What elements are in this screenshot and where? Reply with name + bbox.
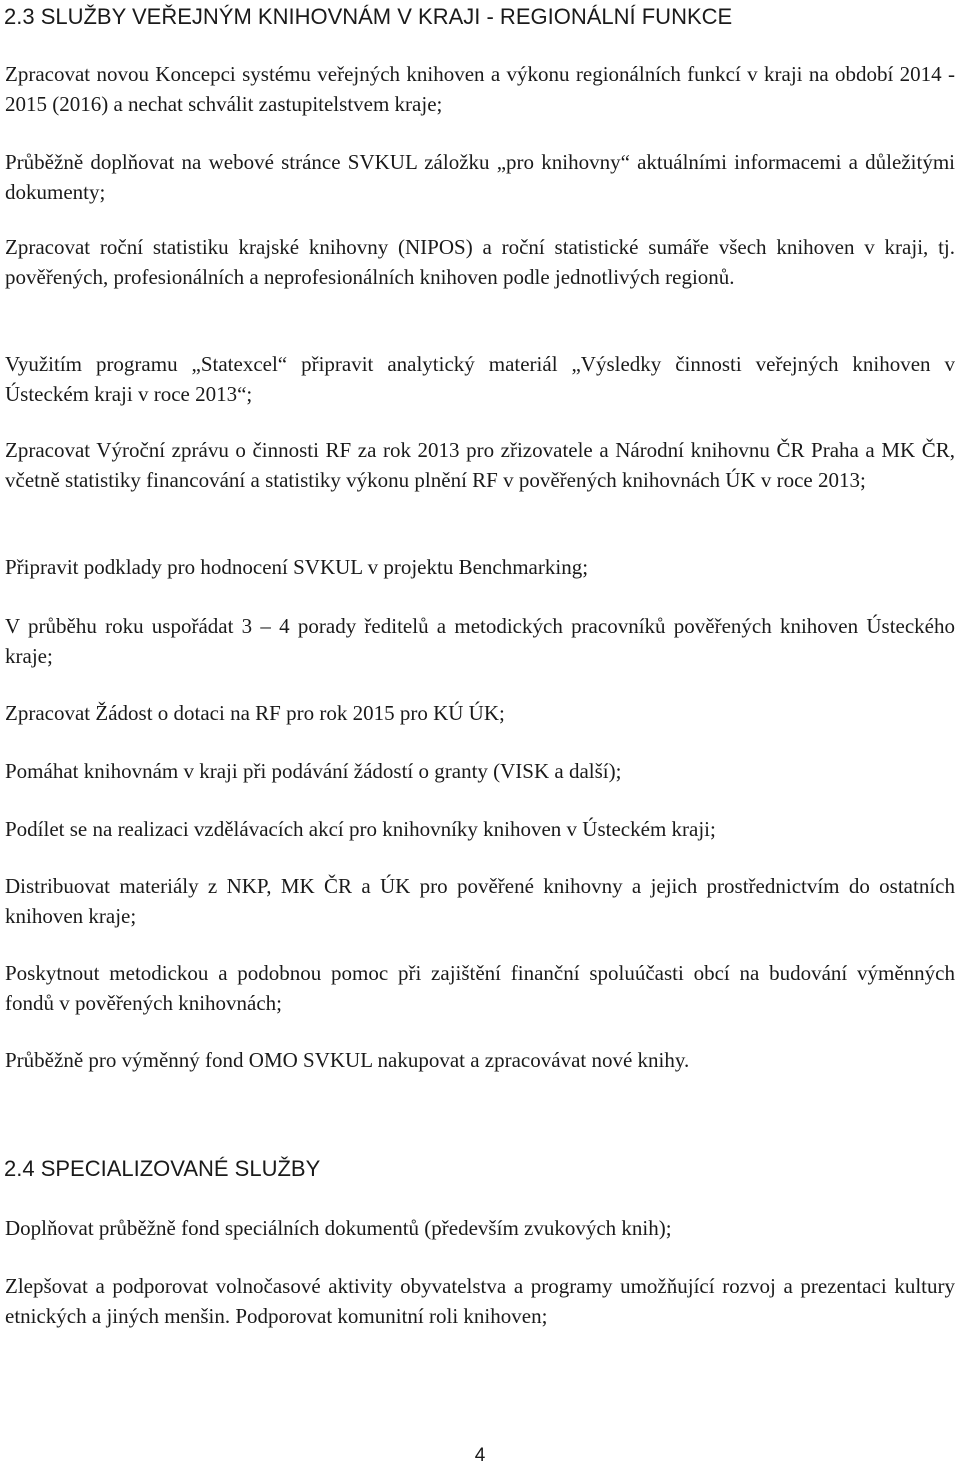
section-heading-specialized-services: 2.4 SPECIALIZOVANÉ SLUŽBY xyxy=(4,1156,321,1181)
task-paragraph: Pomáhat knihovnám v kraji při podávání žádostí o granty (VISK a další); xyxy=(5,759,622,783)
task-paragraph: Zpracovat Výroční zprávu o činnosti RF za rok 2013 pro zřizovatele a Národní knihovnu ČR Praha a MK ČR, včetně statistiky financování a statistiky výkonu plnění RF v pověřených knihovnách ÚK v roce 2013; xyxy=(5,438,955,492)
task-paragraph: V průběhu roku uspořádat 3 – 4 porady ředitelů a metodických pracovníků pověřených knihoven Ústeckého kraje; xyxy=(5,614,955,668)
task-paragraph: Zlepšovat a podporovat volnočasové aktivity obyvatelstva a programy umožňující rozvoj a prezentaci kultury etnických a jiných menšin. Podporovat komunitní roli knihoven; xyxy=(5,1274,955,1328)
task-paragraph: Zpracovat roční statistiku krajské knihovny (NIPOS) a roční statistické sumáře všech knihoven v kraji, tj. pověřených, profesionálních a neprofesionálních knihoven podle jednotlivých regionů. xyxy=(5,235,955,289)
page-number: 4 xyxy=(474,1445,486,1466)
task-paragraph: Doplňovat průběžně fond speciálních dokumentů (především zvukových knih); xyxy=(5,1216,672,1240)
task-paragraph: Využitím programu „Statexcel“ připravit analytický materiál „Výsledky činnosti veřejných knihoven v Ústeckém kraji v roce 2013“; xyxy=(5,352,955,406)
task-paragraph: Poskytnout metodickou a podobnou pomoc při zajištění finanční spoluúčasti obcí na budování výměnných fondů v pověřených knihovnách; xyxy=(5,961,955,1015)
task-paragraph: Zpracovat novou Koncepci systému veřejných knihoven a výkonu regionálních funkcí v kraji na období 2014 - 2015 (2016) a nechat schválit zastupitelstvem kraje; xyxy=(5,62,955,116)
task-paragraph: Podílet se na realizaci vzdělávacích akcí pro knihovníky knihoven v Ústeckém kraji; xyxy=(5,817,716,841)
task-paragraph: Připravit podklady pro hodnocení SVKUL v projektu Benchmarking; xyxy=(5,555,589,579)
task-paragraph: Zpracovat Žádost o dotaci na RF pro rok 2015 pro KÚ ÚK; xyxy=(5,701,505,725)
section-heading-regional-functions: 2.3 SLUŽBY VEŘEJNÝM KNIHOVNÁM V KRAJI - REGIONÁLNÍ FUNKCE xyxy=(4,4,733,29)
task-paragraph: Průběžně pro výměnný fond OMO SVKUL nakupovat a zpracovávat nové knihy. xyxy=(5,1048,690,1072)
task-paragraph: Průběžně doplňovat na webové stránce SVKUL záložku „pro knihovny“ aktuálními informacemi a důležitými dokumenty; xyxy=(5,150,955,204)
task-paragraph: Distribuovat materiály z NKP, MK ČR a ÚK pro pověřené knihovny a jejich prostřednictvím do ostatních knihoven kraje; xyxy=(5,874,955,928)
